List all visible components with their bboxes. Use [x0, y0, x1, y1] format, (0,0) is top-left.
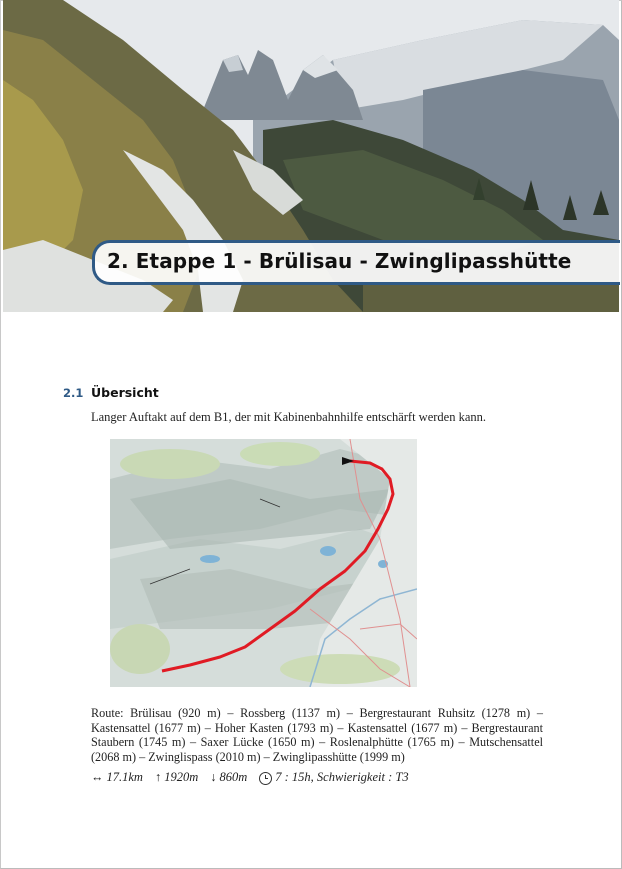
- distance-value: 17.1km: [106, 770, 143, 784]
- descent-value: 860m: [219, 770, 248, 784]
- distance-icon: ↔: [91, 770, 104, 784]
- chapter-title: 2. Etappe 1 - Brülisau - Zwinglipasshütte: [107, 249, 572, 273]
- ascent-value: 1920m: [164, 770, 199, 784]
- section-title: Übersicht: [91, 385, 159, 400]
- time-difficulty-value: 7 : 15h, Schwierigkeit : T3: [275, 770, 409, 784]
- ascent-icon: ↑: [154, 770, 162, 784]
- route-map-image: [110, 439, 417, 687]
- route-description: Route: Brülisau (920 m) – Rossberg (1137 m) – Bergrestaurant Ruhsitz (1278 m) – Kastensattel (1677 m) – Hoher Kasten (1793 m) – Kastensattel (1677 m) – Bergrestaurant Staubern (1745 m) – Saxer Lücke (1650 m) – Roslenalphütte (1765 m) – Mutschensattel (2068 m) – Zwinglispass (2010 m) – Zwinglipasshütte (1999 m): [91, 706, 543, 764]
- route-map: [110, 439, 417, 687]
- chapter-banner: [92, 240, 620, 285]
- section-intro: Langer Auftakt auf dem B1, der mit Kabinenbahnhilfe entschärft werden kann.: [91, 410, 487, 424]
- route-stats: [91, 770, 421, 785]
- clock-icon: [259, 772, 272, 785]
- descent-icon: ↓: [210, 770, 217, 784]
- section-number: 2.1: [63, 386, 84, 400]
